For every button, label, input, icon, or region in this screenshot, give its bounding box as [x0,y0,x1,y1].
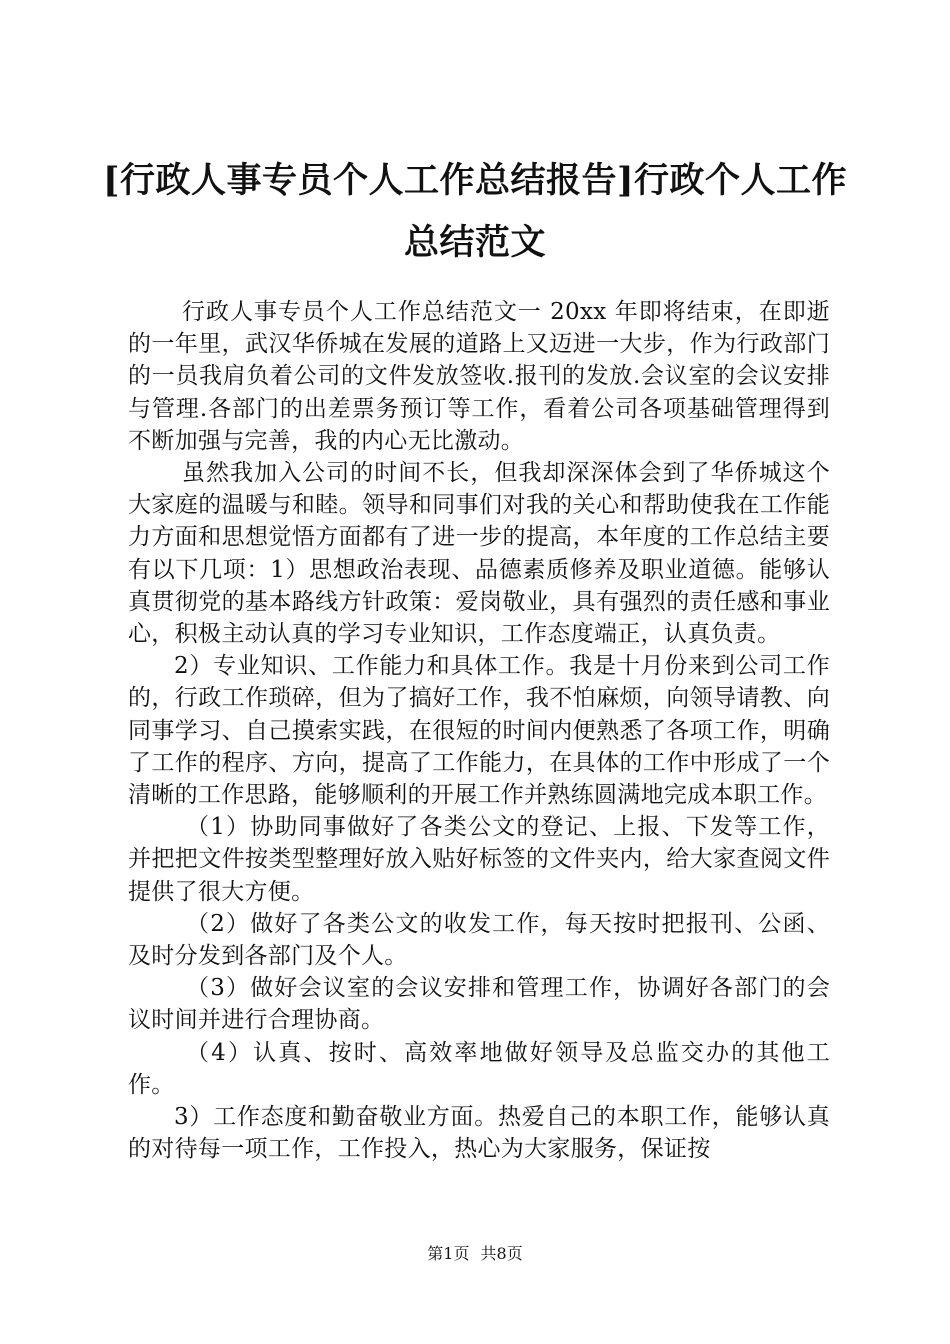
paragraph-attitude: 3）工作态度和勤奋敬业方面。热爱自己的本职工作，能够认真的对待每一项工作，工作投入，热心为大家服务，保证按 [128,1104,830,1163]
page-total: 共8页 [480,1244,523,1263]
paragraph-item-2: （2）做好了各类公文的收发工作，每天按时把报刊、公函、及时分发到各部门及个人。 [128,910,830,970]
paragraph-professional: 2）专业知识、工作能力和具体工作。我是十月份来到公司工作的，行政工作琐碎，但为了搞好工作，我不怕麻烦，向领导请教、向同事学习、自己摸索实践，在很短的时间内便熟悉了各项工作，明确了工作的程序、方向，提高了工作能力，在具体的工作中形成了一个清晰的工作思路，能够顺利的开展工作并熟练圆满地完成本职工作。 [128,653,830,809]
paragraph-item-4: （4）认真、按时、高效率地做好领导及总监交办的其他工作。 [128,1039,830,1098]
page-number: 第1页 [427,1244,470,1263]
paragraph-thoughts: 虽然我加入公司的时间不长，但我却深深体会到了华侨城这个大家庭的温暖与和睦。领导和同事们对我的关心和帮助使我在工作能力方面和思想觉悟方面都有了进一步的提高，本年度的工作总结主要有以下几项：1）思想政治表现、品德素质修养及职业道德。能够认真贯彻党的基本路线方针政策：爱岗敬业，具有强烈的责任感和事业心，积极主动认真的学习专业知识，工作态度端正，认真负责。 [128,460,830,648]
document-body [128,296,830,1165]
page-footer [0,1244,950,1264]
paragraph-item-1: （1）协助同事做好了各类公文的登记、上报、下发等工作，并把把文件按类型整理好放入贴好标签的文件夹内，给大家查阅文件提供了很大方便。 [128,814,830,905]
paragraph-item-3: （3）做好会议室的会议安排和管理工作，协调好各部门的会议时间并进行合理协商。 [128,975,830,1034]
document-title: [行政人事专员个人工作总结报告]行政个人工作总结范文 [102,160,848,263]
paragraph-intro: 行政人事专员个人工作总结范文一 20xx 年即将结束，在即逝的一年里，武汉华侨城在发展的道路上又迈进一大步，作为行政部门的一员我肩负着公司的文件发放签收.报刊的发放.会议室的会议安排与管理.各部门的出差票务预订等工作，看着公司各项基础管理得到不断加强与完善，我的内心无比激动。 [128,299,830,454]
